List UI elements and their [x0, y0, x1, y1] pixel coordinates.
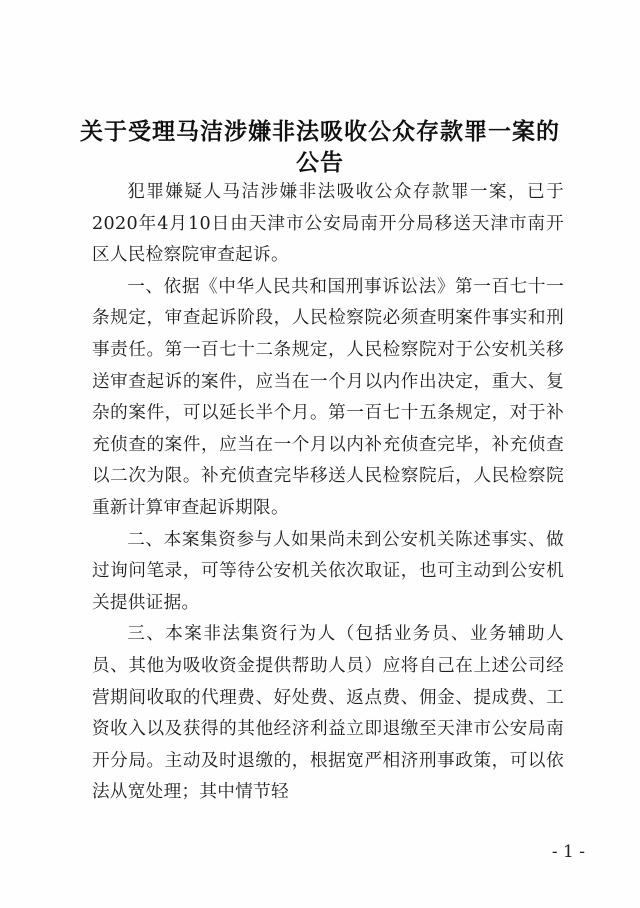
page-number: - 1 -: [551, 842, 585, 862]
document-body: [92, 177, 564, 809]
paragraph-item-3: 三、本案非法集资行为人（包括业务员、业务辅助人员、其他为吸收资金提供帮助人员）应将自己在上述公司经营期间收取的代理费、好处费、返点费、佣金、提成费、工资收入以及获得的其他经济利益立即退缴至天津市公安局南开分局。主动及时退缴的，根据宽严相济刑事政策，可以依法从宽处理；其中情节轻: [92, 624, 564, 803]
document-title-line1: 关于受理马洁涉嫌非法吸收公众存款罪一案的: [80, 119, 560, 145]
paragraph-item-2: 二、本案集资参与人如果尚未到公安机关陈述事实、做过询问笔录，可等待公安机关依次取证，也可主动到公安机关提供证据。: [92, 529, 564, 613]
paragraph-intro: 犯罪嫌疑人马洁涉嫌非法吸收公众存款罪一案，已于2020年4月10日由天津市公安局南开分局移送天津市南开区人民检察院审查起诉。: [92, 182, 564, 266]
document-title-line2: 公告: [296, 150, 344, 176]
paragraph-item-1: 一、依据《中华人民共和国刑事诉讼法》第一百七十一条规定，审查起诉阶段，人民检察院必须查明案件事实和刑事责任。第一百七十二条规定，人民检察院对于公安机关移送审查起诉的案件，应当在一个月以内作出决定，重大、复杂的案件，可以延长半个月。第一百七十五条规定，对于补充侦查的案件，应当在一个月以内补充侦查完毕，补充侦查以二次为限。补充侦查完毕移送人民检察院后，人民检察院重新计算审查起诉期限。: [92, 276, 564, 518]
